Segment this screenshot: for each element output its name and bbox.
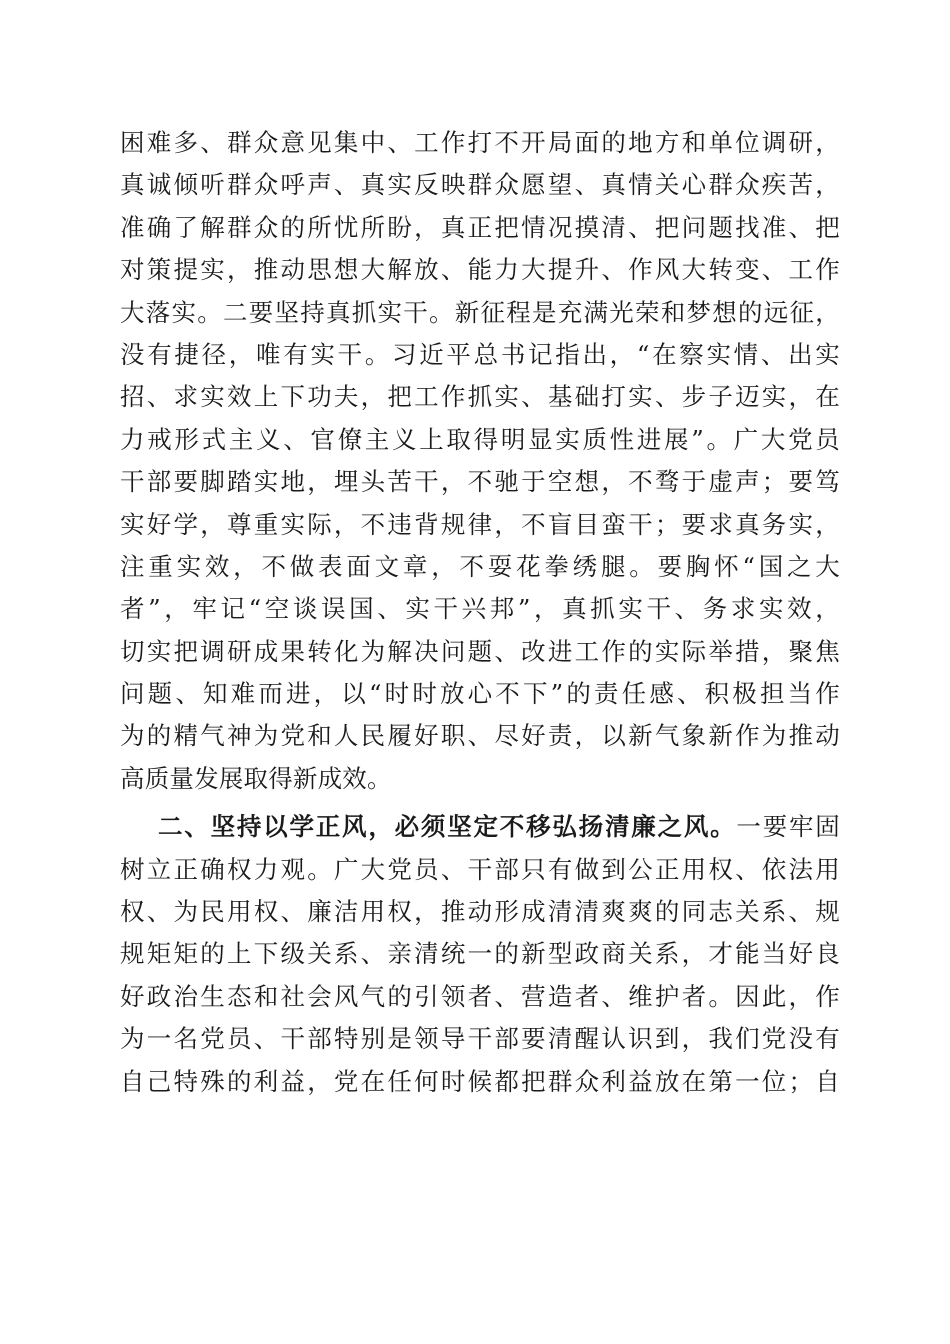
text-line: 力戒形式主义、官僚主义上取得明显实质性进展”。广大党员 [120,424,840,454]
text-line: 没有捷径，唯有实干。习近平总书记指出，“在察实情、出实 [120,339,840,369]
text-line: 真诚倾听群众呼声、真实反映群众愿望、真情关心群众疾苦， [120,170,840,200]
text-line-first [120,806,840,848]
text-line: 为一名党员、干部特别是领导干部要清醒认识到，我们党没有 [120,1024,840,1054]
text-line: 规矩矩的上下级关系、亲清统一的新型政商关系，才能当好良 [120,939,840,969]
text-line: 者”，牢记“空谈误国、实干兴邦”，真抓实干、务求实效， [120,594,840,624]
text-line: 招、求实效上下功夫，把工作抓实、基础打实、步子迈实，在 [120,382,840,412]
text-line: 树立正确权力观。广大党员、干部只有做到公正用权、依法用 [120,854,840,884]
section-heading: 二、坚持以学正风，必须坚定不移弘扬清廉之风。 [158,812,737,842]
document-body [120,122,840,1103]
paragraph-1 [120,122,840,800]
text-line: 对策提实，推动思想大解放、能力大提升、作风大转变、工作 [120,255,840,285]
text-line: 准确了解群众的所忧所盼，真正把情况摸清、把问题找准、把 [120,212,840,242]
heading-line-rest: 一要牢固 [736,812,840,842]
text-line: 切实把调研成果转化为解决问题、改进工作的实际举措，聚焦 [120,636,840,666]
text-line: 注重实效，不做表面文章，不耍花拳绣腿。要胸怀“国之大 [120,551,840,581]
text-line: 自己特殊的利益，党在任何时候都把群众利益放在第一位；自 [120,1066,840,1096]
text-line: 大落实。二要坚持真抓实干。新征程是充满光荣和梦想的远征， [120,297,840,327]
text-line: 干部要脚踏实地，埋头苦干，不驰于空想，不骛于虚声；要笃 [120,467,840,497]
text-line: 好政治生态和社会风气的引领者、营造者、维护者。因此，作 [120,981,840,1011]
text-line: 为的精气神为党和人民履好职、尽好责，以新气象新作为推动 [120,721,840,751]
paragraph-2 [120,806,840,1103]
text-line: 困难多、群众意见集中、工作打不开局面的地方和单位调研， [120,128,840,157]
text-line: 权、为民用权、廉洁用权，推动形成清清爽爽的同志关系、规 [120,897,840,927]
text-line: 高质量发展取得新成效。 [120,763,392,793]
text-line: 问题、知难而进，以“时时放心不下”的责任感、积极担当作 [120,679,840,709]
text-line: 实好学，尊重实际，不违背规律，不盲目蛮干；要求真务实， [120,509,840,539]
